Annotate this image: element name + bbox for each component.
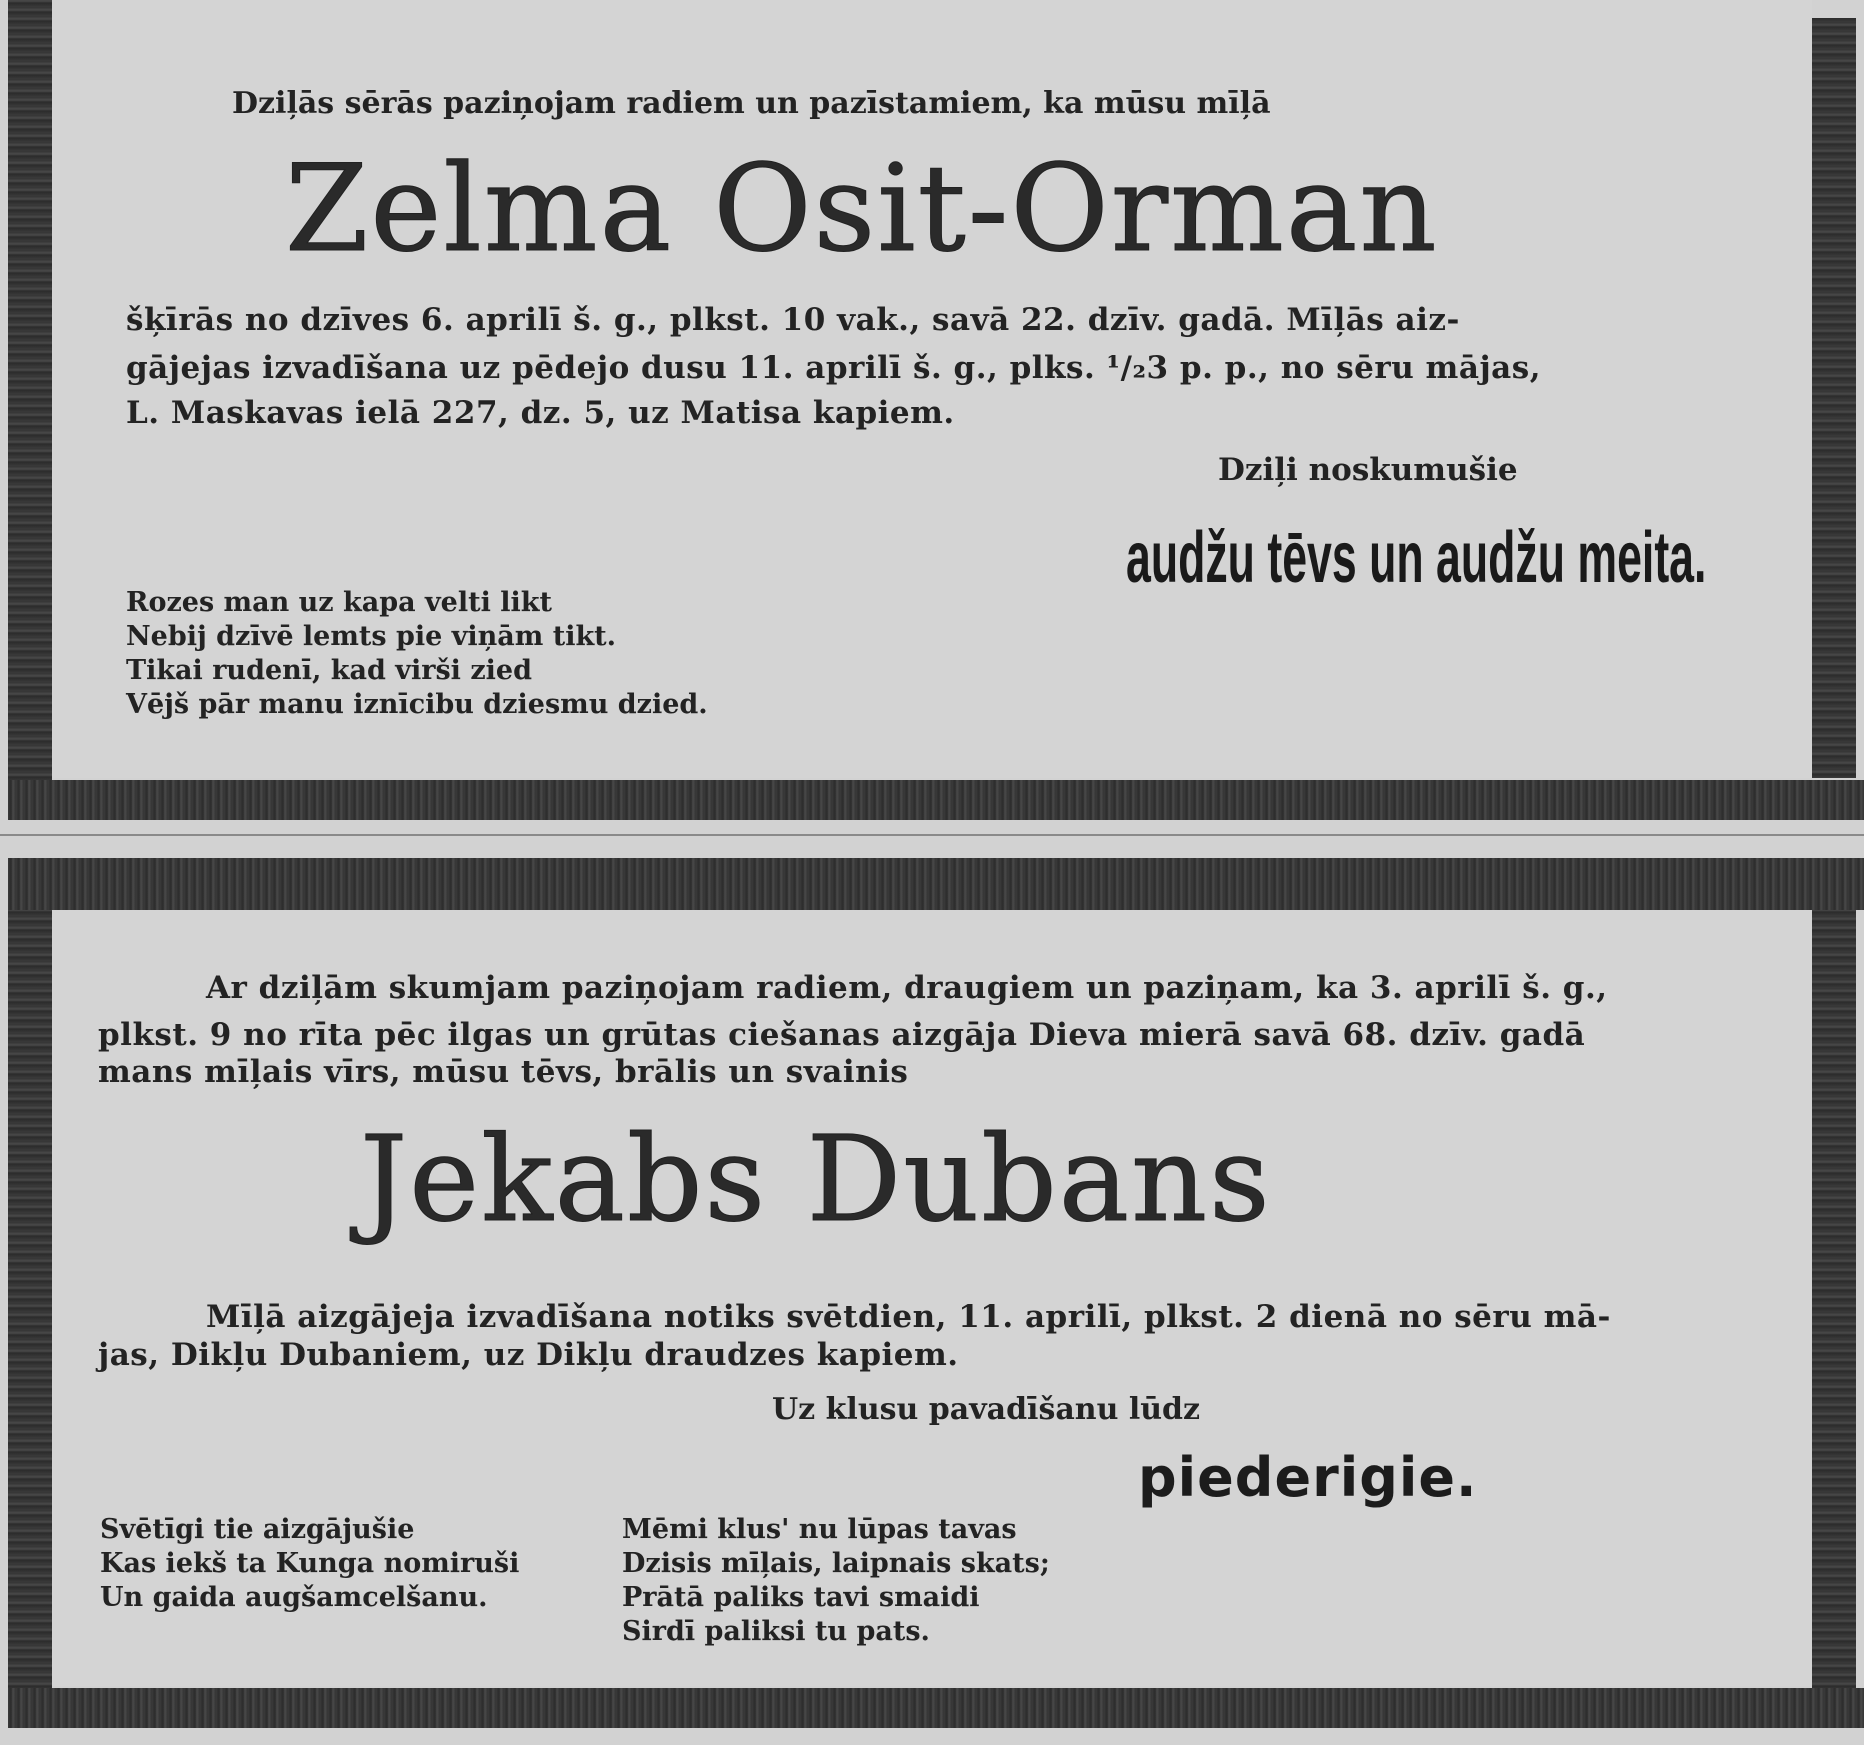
notice1-poem-line: Tikai rudenī, kad virši zied (126, 655, 532, 686)
notice1-intro: Dziļās sērās paziņojam radiem un pazīstamiem, ka mūsu mīļā (232, 86, 1271, 121)
top-mourning-border (8, 858, 1864, 910)
notice2-body-line: jas, Dikļu Dubaniem, uz Dikļu draudzes kapiem. (98, 1337, 959, 1373)
notice1-mourners-prefix: Dziļi noskumušie (1218, 452, 1518, 488)
notice1-poem-line: Vējš pār manu iznīcibu dziesmu dzied. (126, 689, 708, 720)
column-rule (0, 834, 1864, 836)
notice2-signed: piederigie. (1138, 1446, 1478, 1509)
notice1-body-line: gājejas izvadīšana uz pēdejo dusu 11. aprilī š. g., plks. ¹/₂3 p. p., no sēru mājas, (126, 350, 1541, 386)
notice2-deceased-name: Jekabs Dubans (360, 1110, 1272, 1248)
notice2-body-line: Mīļā aizgājeja izvadīšana notiks svētdien, 11. aprilī, plkst. 2 dienā no sēru mā- (206, 1299, 1611, 1335)
right-mourning-border (1812, 910, 1856, 1690)
notice2-poem-left-line: Svētīgi tie aizgājušie (100, 1514, 415, 1545)
notice1-deceased-name: Zelma Osit-Orman (285, 140, 1439, 279)
notice2-intro-line: plkst. 9 no rīta pēc ilgas un grūtas ciešanas aizgāja Dieva mierā savā 68. dzīv. gadā (98, 1017, 1586, 1053)
left-mourning-border (8, 0, 52, 790)
notice1-body-line: šķīrās no dzīves 6. aprilī š. g., plkst. 10 vak., savā 22. dzīv. gadā. Mīļās aiz- (126, 302, 1460, 338)
notice1-mourners: audžu tēvs un audžu meita. (1126, 518, 1707, 598)
right-mourning-border (1812, 18, 1856, 778)
left-mourning-border (8, 910, 52, 1690)
notice2-poem-right-line: Prātā paliks tavi smaidi (622, 1582, 980, 1613)
notice2-poem-left-line: Kas iekš ta Kunga nomiruši (100, 1548, 520, 1579)
notice1-poem-line: Rozes man uz kapa velti likt (126, 587, 552, 618)
bottom-mourning-border (8, 780, 1864, 820)
notice2-request: Uz klusu pavadīšanu lūdz (772, 1392, 1201, 1427)
notice1-body-line: L. Maskavas ielā 227, dz. 5, uz Matisa kapiem. (126, 395, 955, 431)
notice1-poem-line: Nebij dzīvē lemts pie viņām tikt. (126, 621, 617, 652)
bottom-mourning-border (8, 1688, 1864, 1728)
notice2-intro-line: Ar dziļām skumjam paziņojam radiem, draugiem un paziņam, ka 3. aprilī š. g., (206, 970, 1608, 1006)
notice2-poem-right-line: Mēmi klus' nu lūpas tavas (622, 1514, 1017, 1545)
notice2-poem-right-line: Dzisis mīļais, laipnais skats; (622, 1548, 1050, 1579)
notice2-poem-right-line: Sirdī paliksi tu pats. (622, 1616, 930, 1647)
notice2-intro-line: mans mīļais vīrs, mūsu tēvs, brālis un svainis (98, 1054, 909, 1090)
notice2-poem-left-line: Un gaida augšamcelšanu. (100, 1582, 488, 1613)
